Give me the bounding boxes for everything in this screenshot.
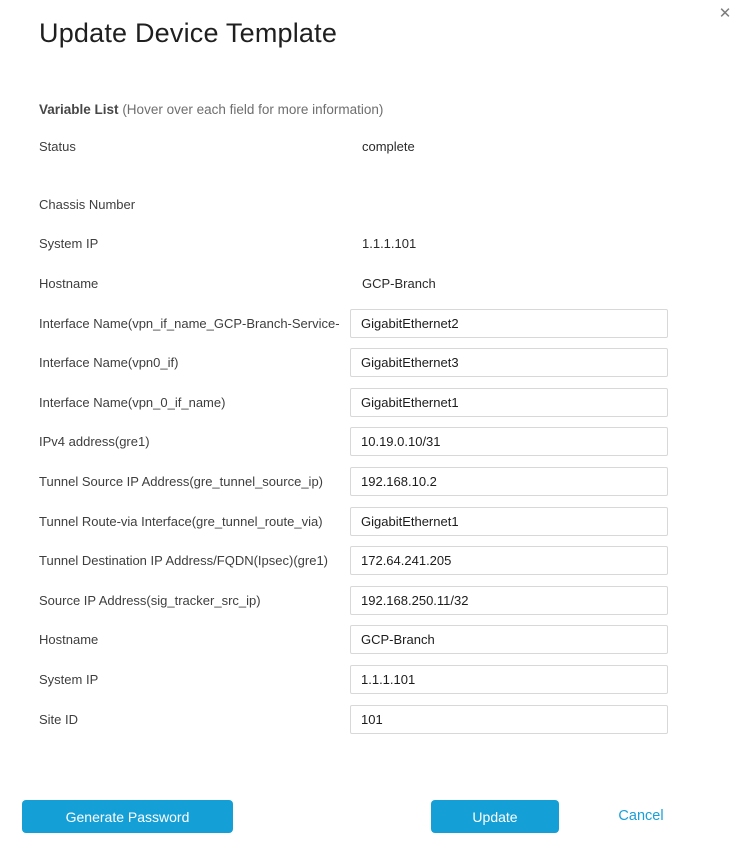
field-label: Tunnel Source IP Address(gre_tunnel_source_ip) <box>39 474 324 490</box>
field-row-interface-name-vpn-0-if-name <box>39 383 668 423</box>
tunnel-route-via-input[interactable] <box>350 507 668 536</box>
field-row-tunnel-route-via <box>39 501 668 541</box>
system-ip-value: 1.1.1.101 <box>362 236 417 252</box>
field-label: Site ID <box>39 711 79 727</box>
tunnel-source-ip-input[interactable] <box>350 467 668 496</box>
field-row-chassis-number <box>39 185 668 225</box>
field-row-hostname-input <box>39 620 668 660</box>
close-icon[interactable]: ✕ <box>718 5 732 22</box>
field-row-system-ip-static <box>39 224 668 264</box>
tunnel-destination-ip-input[interactable] <box>350 546 668 575</box>
ipv4-address-gre1-input[interactable] <box>350 427 668 456</box>
source-ip-tracker-input[interactable] <box>350 586 668 615</box>
variable-list-hint-text: (Hover over each field for more information) <box>122 102 384 117</box>
field-label: IPv4 address(gre1) <box>39 434 150 450</box>
field-label: Interface Name(vpn_if_name_GCP-Branch-Service- <box>39 315 340 331</box>
update-button[interactable]: Update <box>431 800 559 833</box>
variable-list-form <box>39 127 668 739</box>
status-value: complete <box>362 139 415 155</box>
field-label: System IP <box>39 672 99 688</box>
field-row-status <box>39 127 668 167</box>
field-label: Source IP Address(sig_tracker_src_ip) <box>39 592 261 608</box>
variable-list-heading <box>39 102 383 117</box>
field-row-system-ip-input <box>39 660 668 700</box>
field-row-tunnel-destination-ip <box>39 541 668 581</box>
field-label: Hostname <box>39 632 99 648</box>
generate-password-button[interactable]: Generate Password <box>22 800 233 833</box>
field-row-ipv4-address-gre1 <box>39 422 668 462</box>
interface-name-vpn-0-if-name-input[interactable] <box>350 388 668 417</box>
field-row-hostname-static <box>39 264 668 304</box>
field-row-site-id <box>39 699 668 739</box>
system-ip-input[interactable] <box>350 665 668 694</box>
field-label: Tunnel Destination IP Address/FQDN(Ipsec)(gre1) <box>39 553 329 569</box>
field-label: Status <box>39 139 76 155</box>
hostname-input[interactable] <box>350 625 668 654</box>
interface-name-vpn0-if-input[interactable] <box>350 348 668 377</box>
field-label: System IP <box>39 236 99 252</box>
field-row-interface-name-vpn0-if <box>39 343 668 383</box>
interface-name-service-vpn-input[interactable] <box>350 309 668 338</box>
variable-list-label: Variable List <box>39 102 119 117</box>
field-row-interface-name-service-vpn <box>39 303 668 343</box>
dialog-footer <box>0 800 752 834</box>
hostname-value: GCP-Branch <box>362 276 436 292</box>
field-row-source-ip-tracker <box>39 581 668 621</box>
cancel-button[interactable]: Cancel <box>618 808 664 824</box>
field-label: Chassis Number <box>39 196 136 212</box>
field-label: Interface Name(vpn_0_if_name) <box>39 394 226 410</box>
page-title: Update Device Template <box>39 18 338 48</box>
field-row-tunnel-source-ip <box>39 462 668 502</box>
field-label: Tunnel Route-via Interface(gre_tunnel_route_via) <box>39 513 323 529</box>
field-label: Interface Name(vpn0_if) <box>39 355 179 371</box>
site-id-input[interactable] <box>350 705 668 734</box>
field-label: Hostname <box>39 276 99 292</box>
